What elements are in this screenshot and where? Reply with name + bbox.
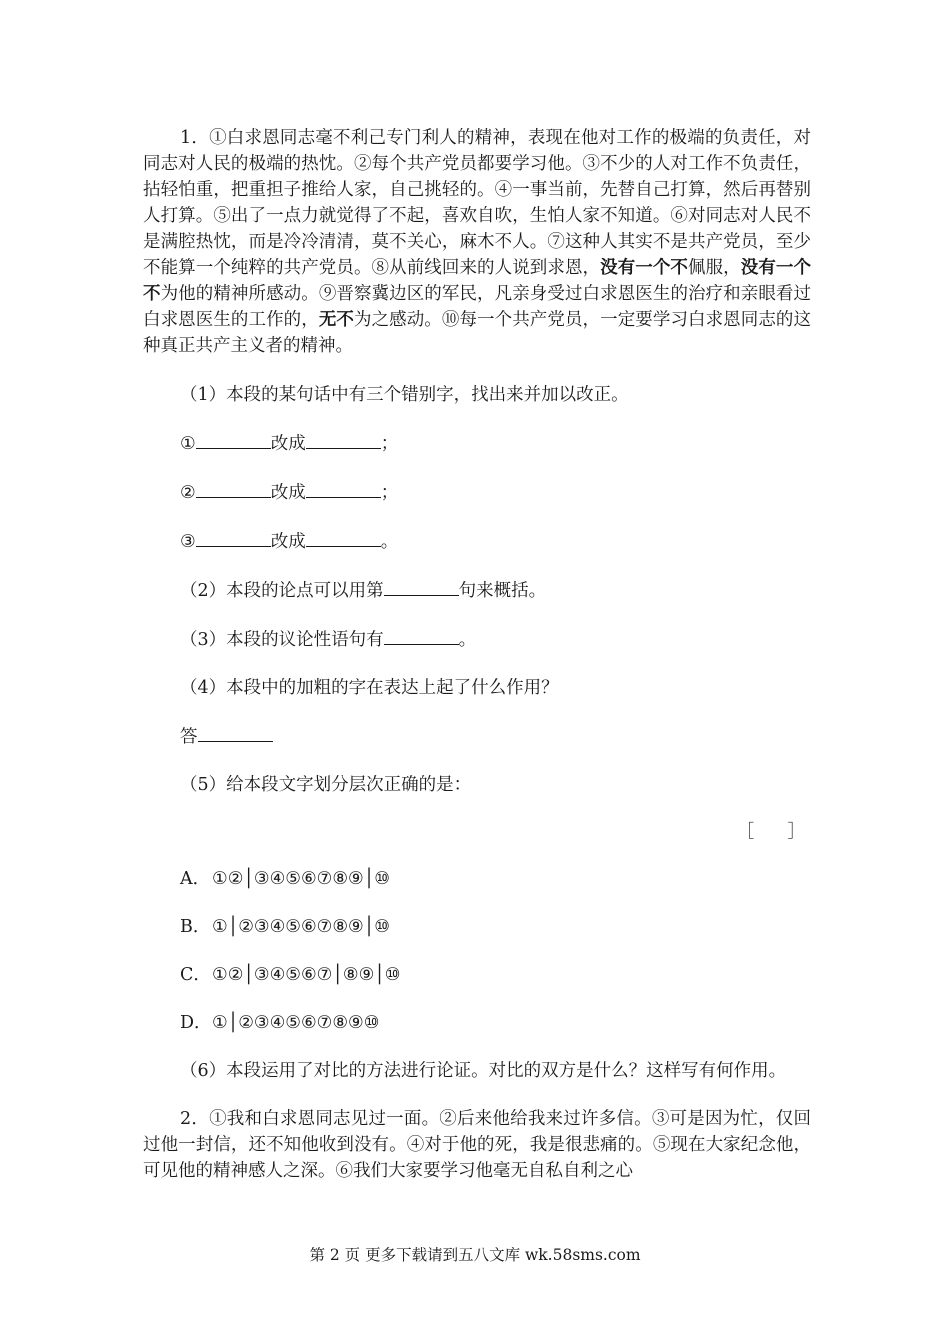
question-text: （3）本段的议论性语句有	[180, 630, 384, 650]
choice-text: ①│②③④⑤⑥⑦⑧⑨⑩	[212, 1013, 380, 1033]
passage-text: 为之感动。⑩每一个共产党员，一定要学习白求恩同志的这种真正共产主义者的精神。	[143, 310, 812, 356]
row-label: 改成	[270, 532, 306, 552]
question-text: （2）本段的论点可以用第	[180, 581, 384, 601]
answer-blank[interactable]	[306, 528, 381, 547]
choice-label: A．	[180, 869, 211, 889]
choice-c[interactable]	[143, 962, 811, 988]
choice-label: D．	[180, 1013, 212, 1033]
answer-label: 答	[180, 727, 198, 747]
fix-row-1	[143, 430, 811, 457]
row-number: ③	[180, 532, 196, 552]
question-5: （5）给本段文字划分层次正确的是：	[180, 775, 472, 795]
answer-blank[interactable]	[196, 479, 271, 498]
passage-1	[143, 125, 811, 359]
question-3	[143, 626, 811, 653]
choice-text: ①②│③④⑤⑥⑦⑧⑨│⑩	[212, 869, 390, 889]
page-footer: 第 2 页 更多下载请到五八文库 wk.58sms.com	[309, 1246, 641, 1264]
row-number: ②	[180, 483, 196, 503]
row-label: 改成	[270, 434, 306, 454]
answer-blank[interactable]	[384, 626, 459, 645]
bold-phrase: 没有一个不	[600, 258, 689, 278]
answer-blank[interactable]	[196, 528, 271, 547]
answer-line	[143, 723, 811, 750]
question-2	[143, 577, 811, 604]
question-1: （1）本段的某句话中有三个错别字，找出来并加以改正。	[180, 385, 629, 405]
choice-b[interactable]	[143, 914, 811, 940]
question-number: 2．	[180, 1109, 210, 1129]
answer-blank[interactable]	[196, 430, 271, 449]
choice-d[interactable]	[143, 1010, 811, 1036]
row-number: ①	[180, 434, 196, 454]
choice-label: B．	[180, 917, 211, 937]
row-end: ；	[380, 483, 399, 503]
choice-a[interactable]	[143, 866, 811, 892]
fix-row-3	[143, 528, 811, 555]
choice-text: ①│②③④⑤⑥⑦⑧⑨│⑩	[212, 917, 390, 937]
question-6: （6）本段运用了对比的方法进行论证。对比的双方是什么？这样写有何作用。	[180, 1061, 787, 1081]
choice-label: C．	[180, 965, 211, 985]
answer-blank[interactable]	[384, 577, 459, 596]
answer-bracket[interactable]	[143, 819, 811, 845]
question-text: 句来概括。	[458, 581, 547, 601]
answer-blank[interactable]	[306, 430, 381, 449]
passage-text: ①我和白求恩同志见过一面。②后来他给我来过许多信。③可是因为忙，仅回过他一封信，还不知他收到没有。④对于他的死，我是很悲痛的。⑤现在大家纪念他，可见他的精神感人之深。⑥我们大家要学习他毫无自私自利之心	[143, 1109, 811, 1181]
bold-phrase: 无不	[318, 310, 354, 330]
bracket-close: ］	[787, 822, 805, 842]
passage-text: 为他的精神所感动。⑨晋察冀边区的军民，凡亲身受过白求恩医生的治疗和亲眼看过白求恩医生的工作的，	[143, 284, 812, 330]
row-end: 。	[380, 532, 399, 552]
bracket-open: ［	[736, 822, 755, 842]
passage-text: 佩服，	[688, 258, 741, 278]
document-body	[143, 125, 811, 1184]
question-number: 1．	[180, 128, 210, 148]
fix-row-2	[143, 479, 811, 506]
answer-blank[interactable]	[198, 723, 273, 742]
passage-text: ①白求恩同志毫不利己专门利人的精神，表现在他对工作的极端的负责任，对同志对人民的极端的热忱。②每个共产党员都要学习他。③不少的人对工作不负责任，拈轻怕重，把重担子推给人家，自己挑轻的。④一事当前，先替自己打算，然后再替别人打算。⑤出了一点力就觉得了不起，喜欢自吹，生怕人家不知道。⑥对同志对人民不是满腔热忱，而是冷冷清清，莫不关心，麻木不人。⑦这种人其实不是共产党员，至少不能算一个纯粹的共产党员。⑧从前线回来的人说到求恩，	[143, 128, 811, 278]
answer-blank[interactable]	[306, 479, 381, 498]
question-text: 。	[458, 630, 477, 650]
row-label: 改成	[270, 483, 306, 503]
choice-text: ①②│③④⑤⑥⑦│⑧⑨│⑩	[212, 965, 401, 985]
question-4: （4）本段中的加粗的字在表达上起了什么作用？	[180, 678, 559, 698]
bold-phrase: 没有一个不	[143, 258, 812, 304]
passage-2	[143, 1106, 811, 1184]
row-end: ；	[380, 434, 399, 454]
